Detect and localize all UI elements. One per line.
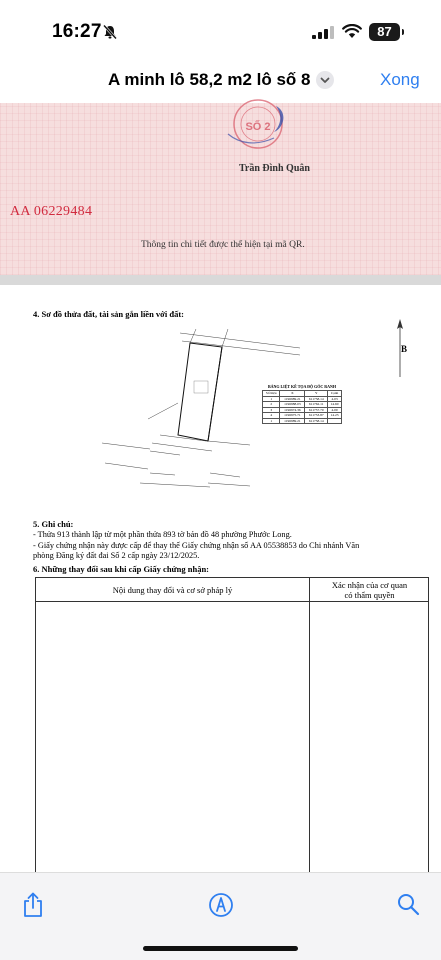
section-4-title: 4. Sơ đồ thửa đất, tài sản gắn liền với đất: <box>33 309 185 319</box>
coord-cell: 14.60 <box>328 402 342 408</box>
table-row <box>263 418 342 424</box>
coord-cell: 1196989.21 <box>280 396 305 402</box>
coord-cell: 3 <box>263 407 280 413</box>
changes-table <box>35 577 429 881</box>
bell-muted-icon <box>102 24 118 40</box>
svg-text:SỐ 2: SỐ 2 <box>245 121 271 133</box>
coord-cell: 4 <box>263 413 280 419</box>
qr-note: Thông tin chi tiết được thể hiện tại mã QR. <box>141 240 305 250</box>
document-title[interactable]: A minh lô 58,2 m2 lô số 8 <box>108 70 311 89</box>
page-separator <box>0 275 441 285</box>
coord-header: Cạnh <box>328 391 342 397</box>
coordinate-table <box>262 384 342 424</box>
document-page <box>0 285 441 885</box>
coord-cell: 611758.14 <box>305 418 328 424</box>
signer-name: Trần Đình Quân <box>239 163 310 174</box>
share-icon[interactable] <box>21 892 45 918</box>
section-5-title: 5. Ghi chú: <box>33 519 74 529</box>
confirmation-header-line: có thẩm quyền <box>344 590 395 600</box>
confirmation-header-line: Xác nhận của cơ quan <box>331 580 408 590</box>
note-line: - Giấy chứng nhận này được cấp để thay thế Giấy chứng nhận số AA 05538853 do Chi nhánh Văn <box>33 541 360 550</box>
home-indicator[interactable] <box>143 946 298 951</box>
search-icon[interactable] <box>396 892 420 916</box>
chevron-down-icon <box>316 71 334 89</box>
coord-cell: 1196988.03 <box>280 402 305 408</box>
markup-icon[interactable] <box>208 892 234 918</box>
coord-cell: 1 <box>263 418 280 424</box>
changes-column-header: Nội dung thay đổi và cơ sở pháp lý <box>112 585 233 595</box>
table-header-line <box>36 601 428 602</box>
note-line: phòng Đăng ký đất đai Số 2 cấp ngày 23/12/2025. <box>33 551 200 560</box>
office-seal <box>218 98 298 158</box>
coord-cell: 1196975.71 <box>280 413 305 419</box>
coord-cell <box>328 418 342 424</box>
coord-cell: 611757.70 <box>305 407 328 413</box>
wifi-icon <box>342 24 362 39</box>
battery-cap <box>402 29 404 35</box>
status-time: 16:27 <box>52 21 102 42</box>
coord-cell: 2 <box>263 402 280 408</box>
confirmation-column-header <box>309 580 430 600</box>
coord-cell: 611753.87 <box>305 413 328 419</box>
coord-header: Y <box>305 391 328 397</box>
coord-cell: 1 <box>263 396 280 402</box>
note-line: - Thửa 913 thành lập từ một phần thửa 893 tờ bản đồ 48 phường Phước Long. <box>33 530 292 539</box>
coord-cell: 611762.11 <box>305 402 328 408</box>
coord-cell: 4.03 <box>328 396 342 402</box>
coordinate-table-title: BẢNG LIỆT KÊ TỌA ĐỘ GÓC RANH <box>267 384 337 389</box>
coord-cell: 4.00 <box>328 407 342 413</box>
battery-indicator: 87 <box>369 23 400 41</box>
coord-header: X <box>280 391 305 397</box>
coord-cell: 1196974.36 <box>280 407 305 413</box>
done-button[interactable]: Xong <box>380 70 420 89</box>
coord-header: Số hiệu <box>263 391 280 397</box>
certificate-serial: AA 06229484 <box>10 204 93 219</box>
cellular-signal-icon <box>312 26 334 39</box>
coord-cell: 14.23 <box>328 413 342 419</box>
table-divider <box>309 578 310 880</box>
north-arrow-icon <box>392 319 408 379</box>
nav-bar <box>0 58 441 102</box>
section-6-title: 6. Những thay đổi sau khi cấp Giấy chứng nhận: <box>33 564 210 574</box>
title-menu-button[interactable] <box>316 71 334 89</box>
coord-cell: 611758.14 <box>305 396 328 402</box>
status-bar <box>0 0 441 58</box>
coord-cell: 1196989.21 <box>280 418 305 424</box>
north-label: B <box>401 344 408 354</box>
